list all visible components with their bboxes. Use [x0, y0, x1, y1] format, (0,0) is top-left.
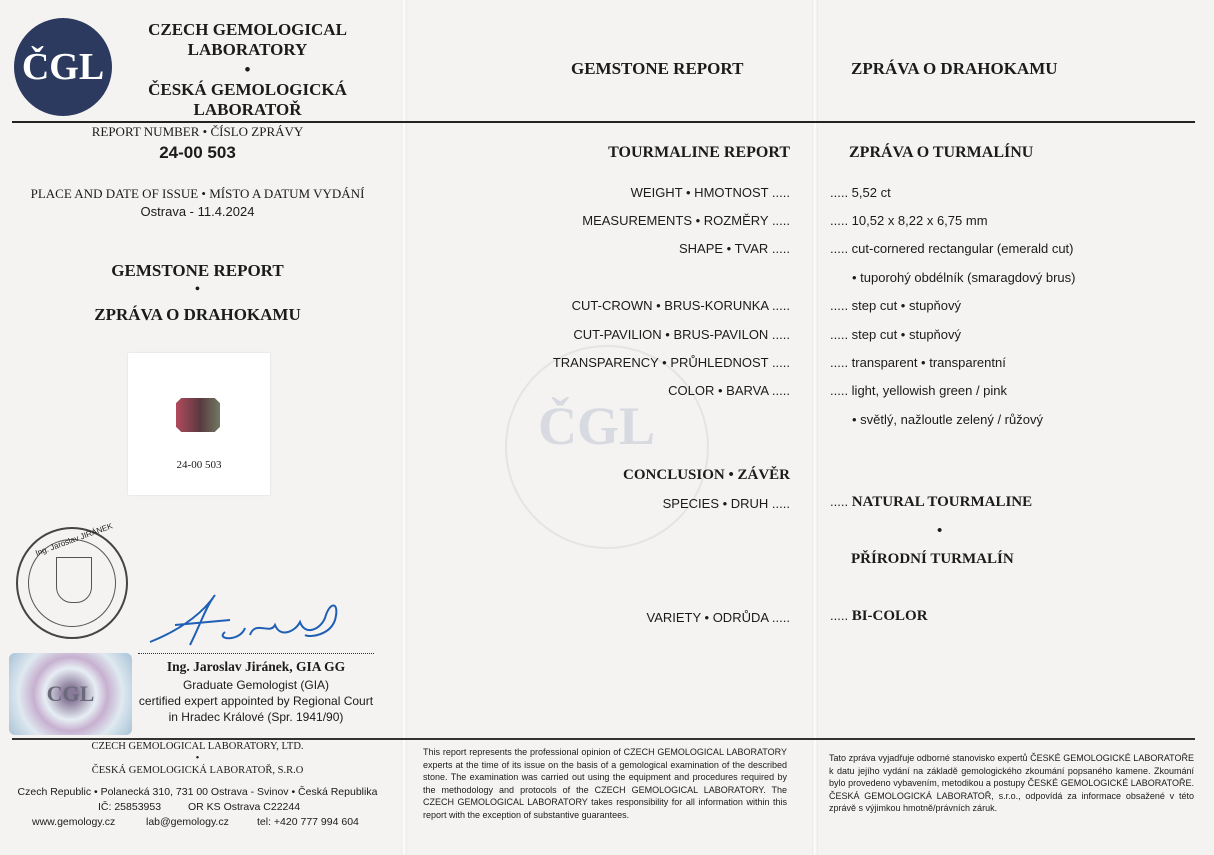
header-en: GEMSTONE REPORT [571, 59, 744, 78]
company-block [0, 741, 395, 777]
cut-pavilion-label: CUT-PAVILION • BRUS-PAVILON ..... [573, 327, 790, 342]
species-label: SPECIES • DRUH ..... [662, 496, 790, 511]
left-title-cz: ZPRÁVA O DRAHOKAMU [94, 305, 301, 324]
phone: tel: +420 777 994 604 [257, 816, 359, 828]
lab-name-en: CZECH GEMOLOGICAL LABORATORY [148, 20, 347, 59]
signer-court: in Hradec Králové (Spr. 1941/90) [168, 710, 344, 724]
lab-name [120, 20, 375, 120]
shape-label: SHAPE • TVAR ..... [679, 241, 790, 256]
species-cz: PŘÍRODNÍ TURMALÍN [851, 551, 1014, 567]
company-cz: ČESKÁ GEMOLOGICKÁ LABORATOŘ, S.R.O [91, 765, 304, 776]
email-link[interactable]: lab@gemology.cz [146, 816, 229, 828]
cut-crown-label: CUT-CROWN • BRUS-KORUNKA ..... [571, 298, 790, 313]
photo-caption: 24-00 503 [176, 459, 222, 471]
header-cz: ZPRÁVA O DRAHOKAMU [851, 59, 1058, 78]
website-link[interactable]: www.gemology.cz [32, 816, 116, 828]
place-date: Ostrava - 11.4.2024 [140, 204, 255, 219]
address: Czech Republic • Polanecká 310, 731 00 Ostrava - Svinov • Česká Republika [17, 786, 378, 798]
cut-crown-value: ..... step cut • stupňový [830, 298, 962, 313]
measurements-label: MEASUREMENTS • ROZMĚRY ..... [582, 213, 790, 228]
gemstone-image [176, 398, 220, 432]
report-number: 24-00 503 [159, 143, 236, 162]
watermark: ČGL [538, 396, 656, 456]
bullet: • [195, 753, 200, 764]
company-en: CZECH GEMOLOGICAL LABORATORY, LTD. [91, 741, 304, 752]
bullet: • [195, 282, 200, 297]
fold-line [401, 0, 407, 855]
cut-pavilion-value: ..... step cut • stupňový [830, 327, 962, 342]
coat-of-arms-icon [56, 557, 92, 603]
signature-line [138, 653, 374, 654]
transparency-label: TRANSPARENCY • PRŮHLEDNOST ..... [552, 355, 790, 370]
report-number-label: REPORT NUMBER • ČÍSLO ZPRÁVY [91, 124, 304, 139]
disclaimer-en: This report represents the professional opinion of CZECH GEMOLOGICAL LABORATORY experts at the time of its issue on the basis of a gemological examination of the described stone. The examination was carried out using the equipment and procedures required by the methodology and protocols of the CZECH GEMOLOGICAL LABORATORY. The CZECH GEMOLOGICAL LABORATORY takes responsibility for all information within this report with the exception of substantive guarantees. [423, 747, 787, 820]
footer-rule [12, 738, 1195, 740]
fold-line [812, 0, 818, 855]
company-id: IČ: 25853953 [98, 801, 162, 813]
shape-value: ..... cut-cornered rectangular (emerald cut) [830, 241, 1074, 256]
color-label: COLOR • BARVA ..... [668, 383, 790, 398]
transparency-value: ..... transparent • transparentní [830, 355, 1006, 370]
color-value-cz: • světlý, nažloutle zelený / růžový [852, 412, 1043, 427]
bullet: • [937, 523, 943, 539]
shape-value-cz: • tuporohý obdélník (smaragdový brus) [852, 270, 1076, 285]
species-value: ..... NATURAL TOURMALINE [830, 494, 1033, 510]
signer-block [138, 659, 374, 725]
measurements-value: ..... 10,52 x 8,22 x 6,75 mm [830, 213, 988, 228]
signer-name: Ing. Jaroslav Jiránek, GIA GG [166, 659, 346, 674]
official-stamp [16, 521, 128, 639]
section-title-cz: ZPRÁVA O TURMALÍNU [849, 144, 1034, 161]
variety-value: ..... BI-COLOR [830, 608, 928, 624]
cgl-logo: ČGL [14, 18, 112, 116]
weight-value: ..... 5,52 ct [830, 185, 891, 200]
signature [145, 590, 345, 650]
conclusion-label: CONCLUSION • ZÁVĚR [623, 467, 790, 483]
weight-label: WEIGHT • HMOTNOST ..... [630, 185, 790, 200]
registry: OR KS Ostrava C22244 [188, 801, 301, 813]
lab-name-cz: ČESKÁ GEMOLOGICKÁ LABORATOŘ [148, 80, 347, 119]
left-title-en: GEMSTONE REPORT [111, 261, 284, 280]
bullet: • [244, 60, 251, 79]
section-title-en: TOURMALINE REPORT [608, 144, 790, 161]
disclaimer-cz: Tato zpráva vyjadřuje odborné stanovisko expertů ČESKÉ GEMOLOGICKÉ LABORATOŘE k datu jejího vydání na základě gemologického zkoumání popsaného kamene. Zkoumání bylo provedeno vybavením, metodikou a postupy ČESKÉ GEMOLOGICKÉ LABORATOŘE. ČESKÁ GEMOLOGICKÁ LABORATOŘ, s.r.o., odpovídá za informace obsažené v této zprávě s výjimkou hmotně/právních záruk. [829, 753, 1194, 813]
species-en: NATURAL TOURMALINE [851, 494, 1033, 510]
stone-photo [128, 353, 270, 495]
color-value: ..... light, yellowish green / pink [830, 383, 1008, 398]
header-rule [12, 121, 1195, 123]
signer-cert: certified expert appointed by Regional Court [138, 694, 374, 708]
place-date-label: PLACE AND DATE OF ISSUE • MÍSTO A DATUM VYDÁNÍ [30, 186, 365, 201]
stamp-text: Ing. Jaroslav JIRÁNEK [34, 521, 114, 558]
signer-title: Graduate Gemologist (GIA) [182, 678, 330, 692]
variety-label: VARIETY • ODRŮDA ..... [646, 610, 790, 625]
hologram: CGL [9, 653, 132, 735]
